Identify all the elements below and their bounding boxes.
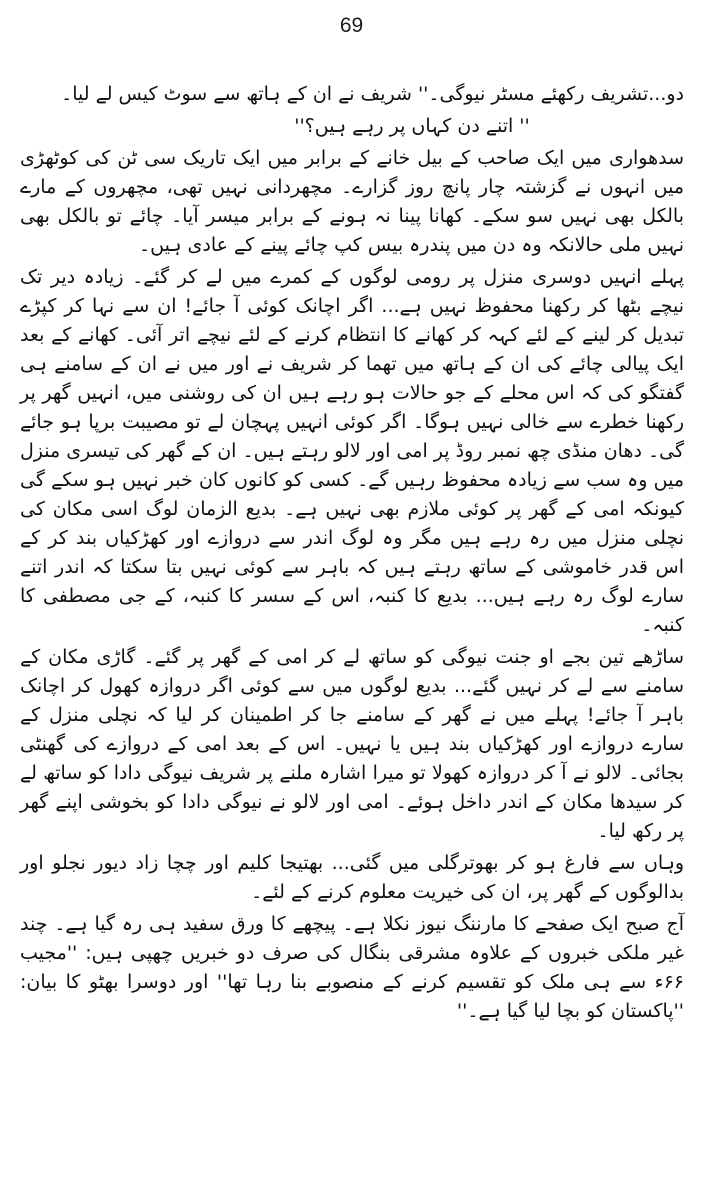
paragraph-second-floor: پہلے انہیں دوسری منزل پر رومی لوگوں کے کمرے میں لے کر گئے۔ زیادہ دیر تک نیچے بٹھا کر رکھنا محفوظ نہیں ہے... اگر اچانک کوئی آ جائے! ان سے نہا کر کپڑے تبدیل کر لینے کے لئے کہہ کر کھانے کا انتظام کرنے کے لئے نیچے اتر آئی۔ کھانے کے بعد ایک پیالی چائے کی ان کے ہاتھ میں تھما کر شریف نے اور میں نے ان کے سامنے ہی گفتگو کی کہ اس محلے کے جو حالات ہو رہے ہیں ان کی روشنی میں، انہیں گھر پر رکھنا خطرے سے خالی نہیں ہوگا۔ اگر کوئی انہیں پہچان لے تو مصیبت برپا ہو جائے گی۔ دھان منڈی چھ نمبر روڈ پر امی اور لالو رہتے ہیں۔ ان کے گھر کی تیسری منزل میں وہ سب سے زیادہ محفوظ رہیں گے۔ کسی کو کانوں کان خبر نہیں ہو سکے گی کیونکہ امی کے گھر پر کوئی ملازم بھی نہیں ہے۔ بدیع الزمان لوگ اسی مکان کی نچلی منزل میں رہ رہے ہیں مگر وہ لوگ اندر سے دروازے اور کھڑکیاں بند کر کے اس قدر خاموشی کے ساتھ رہتے ہیں کہ باہر سے کوئی نہیں بتا سکتا کہ اندر اتنے سارے لوگ رہ رہے ہیں... بدیع کا کنبہ، اس کے سسر کا کنبہ، کے جی مصطفی کا کنبہ۔ <box>20 266 684 636</box>
paragraph-dialogue-welcome: دو...تشریف رکھئے مسٹر نیوگی۔'' شریف نے ان کے ہاتھ سے سوٹ کیس لے لیا۔ <box>61 83 684 105</box>
paragraph-dialogue-question: '' اتنے دن کہاں پر رہے ہیں؟'' <box>294 115 530 137</box>
paragraph-three-thirty: ساڑھے تین بجے او جنت نیوگی کو ساتھ لے کر امی کے گھر پر گئے۔ گاڑی مکان کے سامنے سے لے کر نہیں گئے... بدیع لوگوں میں سے کوئی اگر دروازہ کھول کر اچانک باہر آ جائے! پہلے میں نے گھر کے سامنے جا کر اطمینان کر لیا کہ نچلی منزل کے سارے دروازے اور کھڑکیاں بند ہیں یا نہیں۔ اس کے بعد امی کے دروازے کی گھنٹی بجائی۔ لالو نے آ کر دروازہ کھولا تو میرا اشارہ ملنے پر شریف نیوگی دادا کو ساتھ لے کر سیدھا مکان کے اندر داخل ہوئے۔ امی اور لالو نے نیوگی دادا کو بخوشی اپنے گھر پر رکھ لیا۔ <box>20 646 684 842</box>
page-number: 69 <box>339 14 364 37</box>
page-body <box>20 80 684 1029</box>
paragraph-morning-news: آج صبح ایک صفحے کا مارننگ نیوز نکلا ہے۔ پیچھے کا ورق سفید ہی رہ گیا ہے۔ چند غیر ملکی خبروں کے علاوہ مشرقی بنگال کی صرف دو خبریں چھپی ہیں: ''مجیب ۶۶ء سے ہی ملک کو تقسیم کرنے کے منصوبے بنا رہا تھا'' اور دوسرا بھٹو کا بیان: ''پاکستان کو بچا لیا گیا ہے۔'' <box>20 913 684 1022</box>
paragraph-sadarwari: سدھواری میں ایک صاحب کے بیل خانے کے برابر میں ایک تاریک سی ٹن کی کوٹھڑی میں انہوں نے گزشتہ چار پانچ روز گزارے۔ مچھردانی نہیں تھی، مچھروں کے مارے بالکل بھی نہیں سو سکے۔ کھانا پینا نہ ہونے کے برابر میسر آیا۔ چائے تو بالکل بھی نہیں ملی حالانکہ وہ دن میں پندرہ بیس کپ چائے پینے کے عادی ہیں۔ <box>20 147 684 256</box>
paragraph-bhootar-gali: وہاں سے فارغ ہو کر بھوترگلی میں گئی... بھتیجا کلیم اور چچا زاد دیور نجلو اور بدالوگوں کے گھر پر، ان کی خیریت معلوم کرنے کے لئے۔ <box>20 852 684 903</box>
